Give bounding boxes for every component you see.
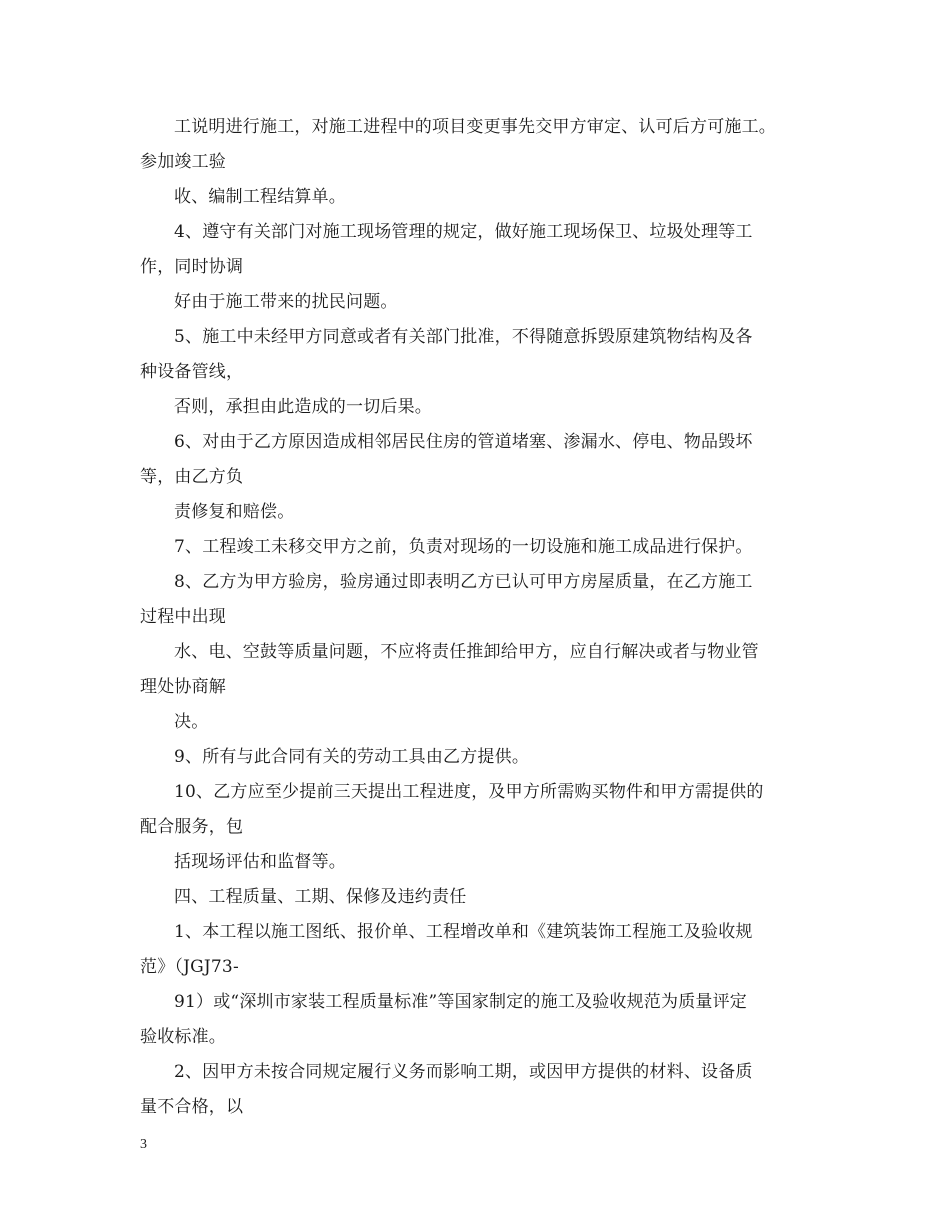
text-line: 种设备管线， [140, 362, 244, 382]
text-line: 过程中出现 [140, 607, 226, 627]
text-line: 验收标准。 [140, 1027, 226, 1047]
text-line: 5、施工中未经甲方同意或者有关部门批准，不得随意拆毁原建筑物结构及各 [174, 327, 753, 347]
text-line: 收、编制工程结算单。 [174, 187, 346, 207]
page-number: 3 [140, 1137, 147, 1152]
text-line: 范》（JGJ73- [140, 957, 239, 977]
text-line: 6、对由于乙方原因造成相邻居民住房的管道堵塞、渗漏水、停电、物品毁坏 [174, 432, 753, 452]
text-line: 参加竣工验 [140, 152, 226, 172]
text-line: 1、本工程以施工图纸、报价单、工程增改单和《建筑装饰工程施工及验收规 [174, 922, 753, 942]
text-line: 9、所有与此合同有关的劳动工具由乙方提供。 [174, 747, 530, 767]
text-line: 10、乙方应至少提前三天提出工程进度，及甲方所需购买物件和甲方需提供的 [174, 782, 764, 802]
text-line: 水、电、空鼓等质量问题，不应将责任推卸给甲方，应自行解决或者与物业管 [174, 642, 759, 662]
text-line: 7、工程竣工未移交甲方之前，负责对现场的一切设施和施工成品进行保护。 [174, 537, 753, 557]
text-line: 4、遵守有关部门对施工现场管理的规定，做好施工现场保卫、垃圾处理等工 [174, 222, 753, 242]
text-line: 理处协商解 [140, 677, 226, 697]
text-line: 否则，承担由此造成的一切后果。 [174, 397, 432, 417]
text-line: 等，由乙方负 [140, 467, 244, 487]
text-line: 括现场评估和监督等。 [174, 852, 346, 872]
text-line: 2、因甲方未按合同规定履行义务而影响工期，或因甲方提供的材料、设备质 [174, 1062, 753, 1082]
text-line: 四、工程质量、工期、保修及违约责任 [174, 887, 467, 907]
text-line: 配合服务，包 [140, 817, 244, 837]
text-line: 决。 [174, 712, 209, 732]
text-line: 责修复和赔偿。 [174, 502, 295, 522]
text-line: 工说明进行施工，对施工进程中的项目变更事先交甲方审定、认可后方可施工。 [174, 117, 776, 137]
text-line: 8、乙方为甲方验房，验房通过即表明乙方已认可甲方房屋质量，在乙方施工 [174, 572, 753, 592]
text-line: 好由于施工带来的扰民问题。 [174, 292, 398, 312]
text-line: 91）或“深圳市家装工程质量标准”等国家制定的施工及验收规范为质量评定 [174, 992, 748, 1012]
text-line: 作，同时协调 [140, 257, 244, 277]
text-line: 量不合格，以 [140, 1097, 244, 1117]
document-body [140, 110, 820, 1125]
